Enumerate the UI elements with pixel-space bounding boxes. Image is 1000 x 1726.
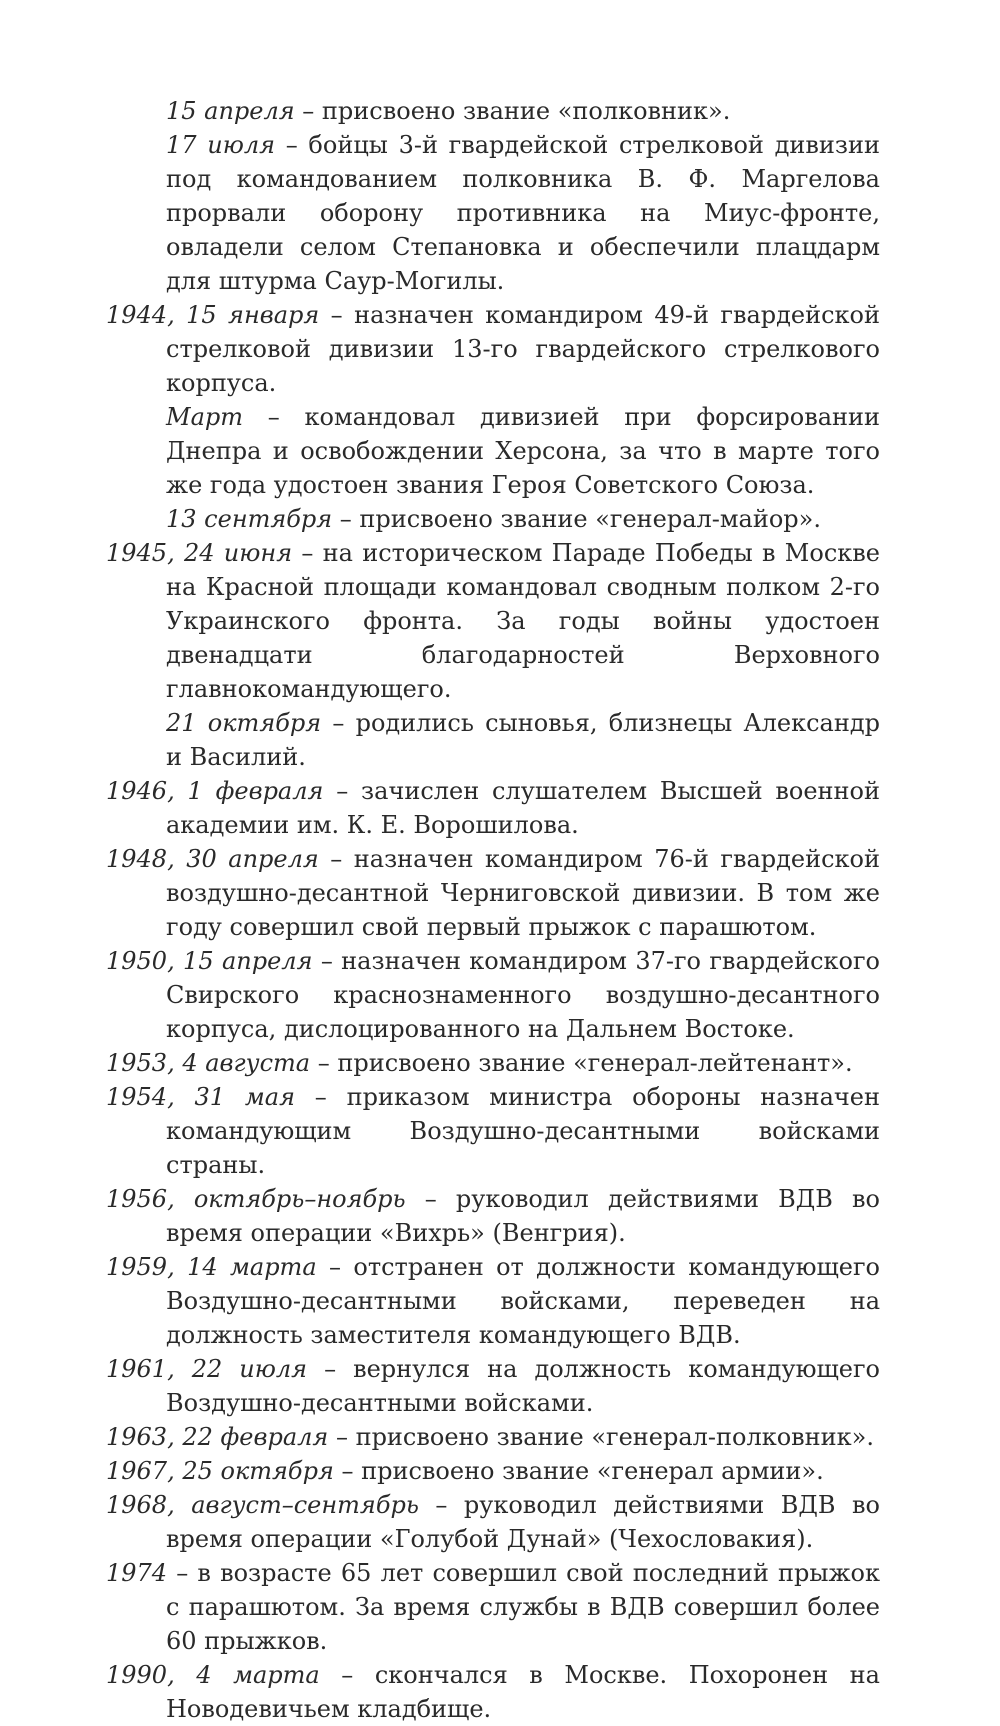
entry-text: – родились сыновья, близнецы Александр и Василий. <box>166 709 880 771</box>
entry-text: – в возрасте 65 лет совершил свой последний прыжок с парашютом. За время службы в ВДВ совершил более 60 прыжков. <box>166 1559 880 1655</box>
entry-text: – присвоено звание «генерал-полковник». <box>328 1423 874 1451</box>
chronology-entry <box>106 400 880 502</box>
entry-date: 1946, 1 февраля <box>106 777 324 805</box>
entry-date: 1968, август–сентябрь <box>106 1491 419 1519</box>
chronology-entry <box>106 944 880 1046</box>
entry-date: 1959, 14 марта <box>106 1253 317 1281</box>
chronology-entry <box>106 1182 880 1250</box>
chronology-entry <box>106 706 880 774</box>
chronology-entry <box>106 298 880 400</box>
entry-date: 1961, 22 июля <box>106 1355 308 1383</box>
chronology-entry <box>106 536 880 706</box>
entry-text: – отстранен от должности командующего Воздушно-десантными войсками, переведен на должность заместителя командующего ВДВ. <box>166 1253 881 1349</box>
entry-text: – бойцы 3-й гвардейской стрелковой дивизии под командованием полковника В. Ф. Маргелова прорвали оборону противника на Миус-фронте, овладели селом Степановка и обеспечили плацдарм для штурма Саур-Могилы. <box>166 131 880 295</box>
entry-date: 1944, 15 января <box>106 301 320 329</box>
entry-text: – назначен командиром 76-й гвардейской воздушно-десантной Черниговской дивизии. В том же году совершил свой первый прыжок с парашютом. <box>166 845 880 941</box>
entry-text: – руководил действиями ВДВ во время операции «Голубой Дунай» (Чехословакия). <box>166 1491 881 1553</box>
entry-date: 1963, 22 февраля <box>106 1423 329 1451</box>
entry-date: 1974 <box>106 1559 168 1587</box>
entry-date: 1945, 24 июня <box>106 539 293 567</box>
entry-date: 13 сентября <box>166 505 333 533</box>
entry-text: – на историческом Параде Победы в Москве на Красной площади командовал сводным полком 2-го Украинского фронта. За годы войны удостоен двенадцати благодарностей Верховного главнокомандующего. <box>166 539 880 703</box>
chronology-entry <box>106 94 880 128</box>
entry-text: – присвоено звание «генерал армии». <box>333 1457 824 1485</box>
entry-date: 1953, 4 августа <box>106 1049 311 1077</box>
entry-text: – скончался в Москве. Похоронен на Новодевичьем кладбище. <box>166 1661 880 1723</box>
chronology-entry <box>106 1420 880 1454</box>
chronology-entry <box>106 1488 880 1556</box>
entry-text: – руководил действиями ВДВ во время операции «Вихрь» (Венгрия). <box>166 1185 880 1247</box>
entry-text: – вернулся на должность командующего Воздушно-десантными войсками. <box>166 1355 880 1417</box>
entry-date: 15 апреля <box>166 97 295 125</box>
entry-text: – назначен командиром 37-го гвардейского Свирского краснознаменного воздушно-десантного корпуса, дислоцированного на Дальнем Востоке. <box>166 947 881 1043</box>
entry-text: – назначен командиром 49-й гвардейской стрелковой дивизии 13-го гвардейского стрелкового корпуса. <box>166 301 880 397</box>
entry-date: Март <box>166 403 244 431</box>
entry-date: 21 октября <box>166 709 322 737</box>
entry-text: – командовал дивизией при форсировании Днепра и освобождении Херсона, за что в марте того же года удостоен звания Героя Советского Союза. <box>166 403 880 499</box>
entry-text: – приказом министра обороны назначен командующим Воздушно-десантными войсками страны. <box>166 1083 880 1179</box>
entry-date: 1967, 25 октября <box>106 1457 334 1485</box>
chronology-entry <box>106 1658 880 1726</box>
chronology-entry <box>106 1250 880 1352</box>
chronology-entry <box>106 1080 880 1182</box>
entry-text: – присвоено звание «генерал-майор». <box>332 505 821 533</box>
chronology-entry <box>106 1556 880 1658</box>
entry-date: 1948, 30 апреля <box>106 845 319 873</box>
chronology-entry <box>106 1454 880 1488</box>
entry-date: 1954, 31 мая <box>106 1083 295 1111</box>
chronology-entry <box>106 128 880 298</box>
chronology-entry <box>106 774 880 842</box>
chronology-entry <box>106 1046 880 1080</box>
entry-date: 17 июля <box>166 131 276 159</box>
entry-text: – присвоено звание «полковник». <box>294 97 731 125</box>
entry-date: 1950, 15 апреля <box>106 947 313 975</box>
entry-date: 1990, 4 марта <box>106 1661 320 1689</box>
chronology-entry <box>106 502 880 536</box>
entry-text: – зачислен слушателем Высшей военной академии им. К. Е. Ворошилова. <box>166 777 880 839</box>
entry-text: – присвоено звание «генерал-лейтенант». <box>310 1049 853 1077</box>
chronology-entry <box>106 842 880 944</box>
entry-date: 1956, октябрь–ноябрь <box>106 1185 406 1213</box>
chronology-entry <box>106 1352 880 1420</box>
chronology-list <box>106 94 880 1726</box>
